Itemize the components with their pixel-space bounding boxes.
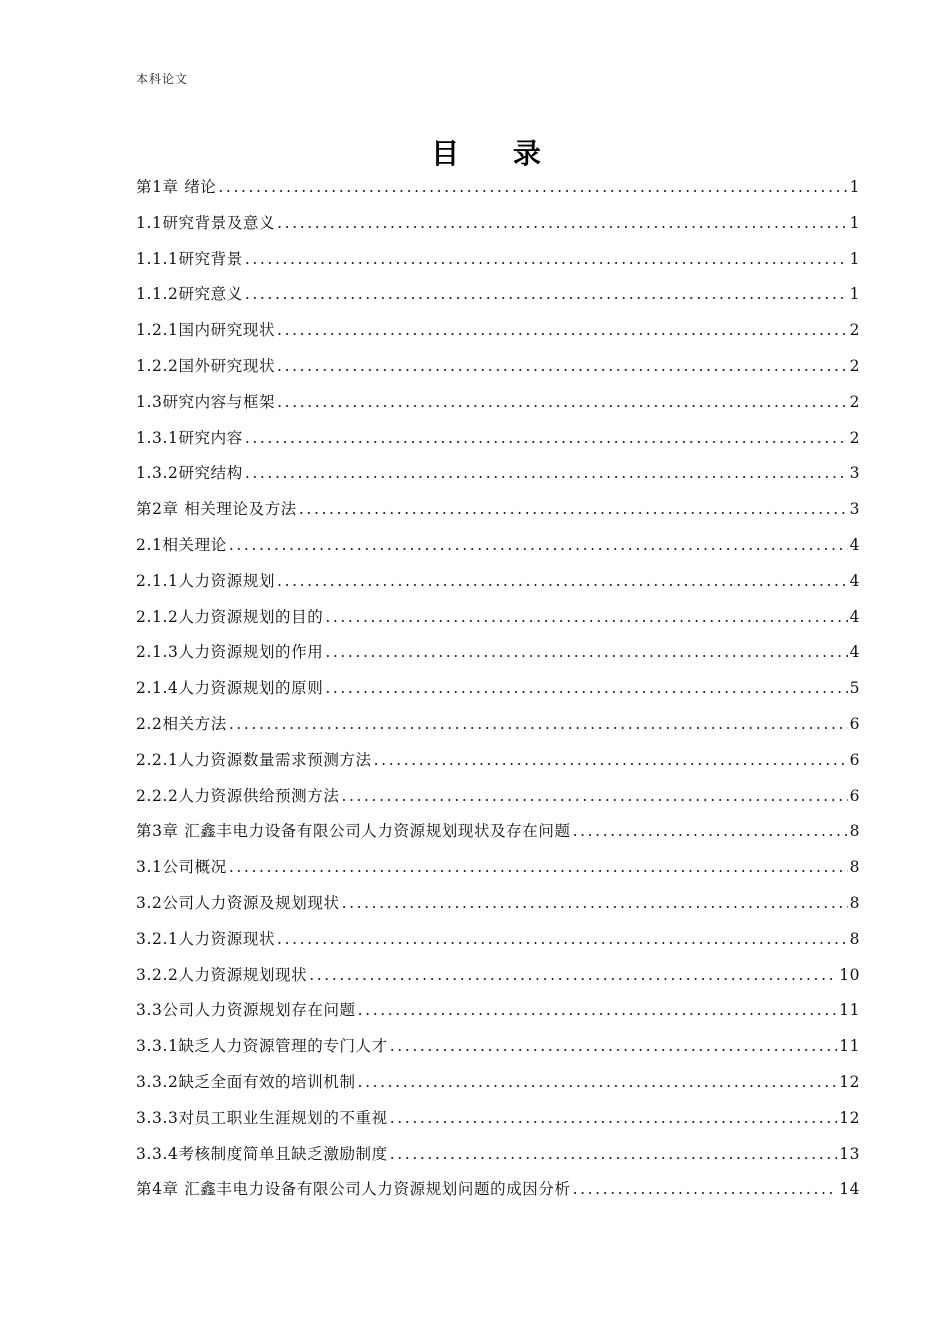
toc-entry[interactable] — [136, 958, 860, 994]
toc-entry[interactable] — [136, 707, 860, 743]
toc-entry-title: 2.1.4人力资源规划的原则 — [136, 679, 324, 698]
toc-dot-leader — [277, 922, 848, 958]
toc-entry[interactable] — [136, 170, 860, 206]
toc-page-number: 4 — [849, 571, 860, 590]
toc-page-number: 6 — [849, 786, 860, 805]
toc-page-number: 6 — [849, 714, 860, 733]
toc-entry[interactable] — [136, 850, 860, 886]
toc-dot-leader — [277, 349, 848, 385]
toc-dot-leader — [390, 1101, 838, 1137]
toc-entry[interactable] — [136, 635, 860, 671]
toc-page-number: 4 — [849, 607, 860, 626]
toc-entry-title: 3.3.3对员工职业生涯规划的不重视 — [136, 1108, 388, 1127]
toc-entry-title: 3.2公司人力资源及规划现状 — [136, 893, 340, 912]
toc-dot-leader — [218, 170, 847, 206]
toc-entry-title: 2.2.1人力资源数量需求预测方法 — [136, 750, 372, 769]
toc-page-number: 1 — [849, 285, 860, 304]
toc-entry-title: 第1章 绪论 — [136, 178, 217, 196]
toc-dot-leader — [277, 564, 848, 600]
toc-entry-title: 2.1.2人力资源规划的目的 — [136, 607, 324, 626]
toc-entry[interactable] — [136, 1137, 860, 1173]
toc-dot-leader — [390, 1029, 838, 1065]
toc-entry-title: 1.3.2研究结构 — [136, 464, 243, 483]
toc-page-number: 8 — [849, 822, 860, 841]
toc-dot-leader — [229, 528, 848, 564]
toc-entry-title: 第3章 汇鑫丰电力设备有限公司人力资源规划现状及存在问题 — [136, 822, 571, 841]
toc-dot-leader — [341, 779, 847, 815]
toc-dot-leader — [277, 313, 848, 349]
toc-entry[interactable] — [136, 349, 860, 385]
toc-entry-title: 2.1.1人力资源规划 — [136, 571, 276, 590]
toc-page-number: 11 — [839, 1037, 860, 1056]
toc-entry[interactable] — [136, 1065, 860, 1101]
toc-entry[interactable] — [136, 385, 860, 421]
toc-entry[interactable] — [136, 1029, 860, 1065]
toc-entry-title: 3.2.2人力资源规划现状 — [136, 965, 308, 984]
toc-dot-leader — [277, 385, 847, 421]
toc-dot-leader — [358, 1065, 838, 1101]
toc-page-number: 11 — [839, 1001, 860, 1020]
toc-page-number: 8 — [849, 858, 860, 877]
toc-page-number: 2 — [849, 392, 860, 411]
toc-entry[interactable] — [136, 242, 860, 278]
toc-title: 目 录 — [431, 137, 563, 170]
toc-entry-title: 2.1相关理论 — [136, 535, 227, 554]
toc-entry-title: 1.3研究内容与框架 — [136, 392, 276, 411]
toc-entry-title: 1.3.1研究内容 — [136, 428, 243, 447]
toc-entry-title: 第2章 相关理论及方法 — [136, 500, 297, 519]
toc-dot-leader — [325, 600, 847, 636]
toc-entry-title: 3.3公司人力资源规划存在问题 — [136, 1001, 356, 1020]
toc-dot-leader — [245, 456, 848, 492]
toc-dot-leader — [573, 1172, 838, 1208]
document-header-label: 本科论文 — [136, 72, 189, 86]
toc-entry-title: 1.1研究背景及意义 — [136, 213, 276, 232]
toc-dot-leader — [229, 707, 848, 743]
toc-entry[interactable] — [136, 922, 860, 958]
toc-entry[interactable] — [136, 1101, 860, 1137]
toc-page-number: 2 — [849, 356, 860, 375]
toc-entry-title: 2.2.2人力资源供给预测方法 — [136, 786, 340, 805]
toc-page-number: 13 — [839, 1144, 860, 1163]
toc-page-number: 8 — [849, 893, 860, 912]
toc-page-number: 12 — [839, 1108, 860, 1127]
toc-page-number: 5 — [849, 679, 860, 698]
toc-dot-leader — [325, 635, 847, 671]
toc-entry[interactable] — [136, 313, 860, 349]
toc-entry-title: 3.2.1人力资源现状 — [136, 929, 276, 948]
toc-page-number: 4 — [849, 535, 860, 554]
toc-dot-leader — [299, 492, 848, 528]
toc-entry-title: 2.2相关方法 — [136, 714, 227, 733]
toc-entry[interactable] — [136, 492, 860, 528]
toc-page-number: 3 — [849, 464, 860, 483]
toc-page-number: 8 — [849, 929, 860, 948]
toc-dot-leader — [245, 242, 848, 278]
toc-page-number: 6 — [849, 750, 860, 769]
toc-page-number: 2 — [849, 428, 860, 447]
toc-page-number: 12 — [839, 1072, 860, 1091]
toc-entry-title: 1.1.2研究意义 — [136, 285, 243, 304]
toc-entry[interactable] — [136, 421, 860, 457]
toc-dot-leader — [325, 671, 847, 707]
toc-entry[interactable] — [136, 206, 860, 242]
toc-entry[interactable] — [136, 779, 860, 815]
toc-entry[interactable] — [136, 456, 860, 492]
toc-page-number: 2 — [849, 321, 860, 340]
toc-entry-title: 3.3.4考核制度简单且缺乏激励制度 — [136, 1144, 388, 1163]
toc-dot-leader — [245, 421, 848, 457]
toc-entry-title: 1.1.1研究背景 — [136, 249, 243, 268]
toc-entry[interactable] — [136, 671, 860, 707]
toc-page-number: 14 — [839, 1180, 860, 1199]
toc-entry[interactable] — [136, 993, 860, 1029]
toc-entry-title: 1.2.2国外研究现状 — [136, 356, 276, 375]
toc-dot-leader — [390, 1137, 838, 1173]
table-of-contents — [136, 170, 860, 1208]
toc-entry[interactable] — [136, 600, 860, 636]
toc-entry-title: 1.2.1国内研究现状 — [136, 321, 276, 340]
toc-entry-title: 3.1公司概况 — [136, 858, 227, 877]
toc-dot-leader — [358, 993, 838, 1029]
toc-page-number: 4 — [849, 643, 860, 662]
toc-page-number: 1 — [849, 213, 860, 232]
toc-entry-title: 2.1.3人力资源规划的作用 — [136, 643, 324, 662]
toc-entry[interactable] — [136, 743, 860, 779]
toc-entry[interactable] — [136, 814, 860, 850]
toc-entry[interactable] — [136, 886, 860, 922]
toc-entry-title: 第4章 汇鑫丰电力设备有限公司人力资源规划问题的成因分析 — [136, 1180, 571, 1199]
toc-dot-leader — [277, 206, 847, 242]
toc-dot-leader — [309, 958, 837, 994]
toc-entry-title: 3.3.1缺乏人力资源管理的专门人才 — [136, 1037, 388, 1056]
toc-entry[interactable] — [136, 564, 860, 600]
toc-entry[interactable] — [136, 1172, 860, 1208]
toc-page-number: 1 — [849, 249, 860, 268]
toc-entry[interactable] — [136, 528, 860, 564]
toc-dot-leader — [374, 743, 848, 779]
toc-dot-leader — [342, 886, 848, 922]
toc-page-number: 10 — [839, 965, 860, 984]
toc-dot-leader — [245, 277, 848, 313]
toc-dot-leader — [573, 814, 848, 850]
toc-page-number: 1 — [849, 178, 860, 196]
toc-entry-title: 3.3.2缺乏全面有效的培训机制 — [136, 1072, 356, 1091]
toc-page-number: 3 — [849, 500, 860, 519]
toc-entry[interactable] — [136, 277, 860, 313]
toc-dot-leader — [229, 850, 848, 886]
